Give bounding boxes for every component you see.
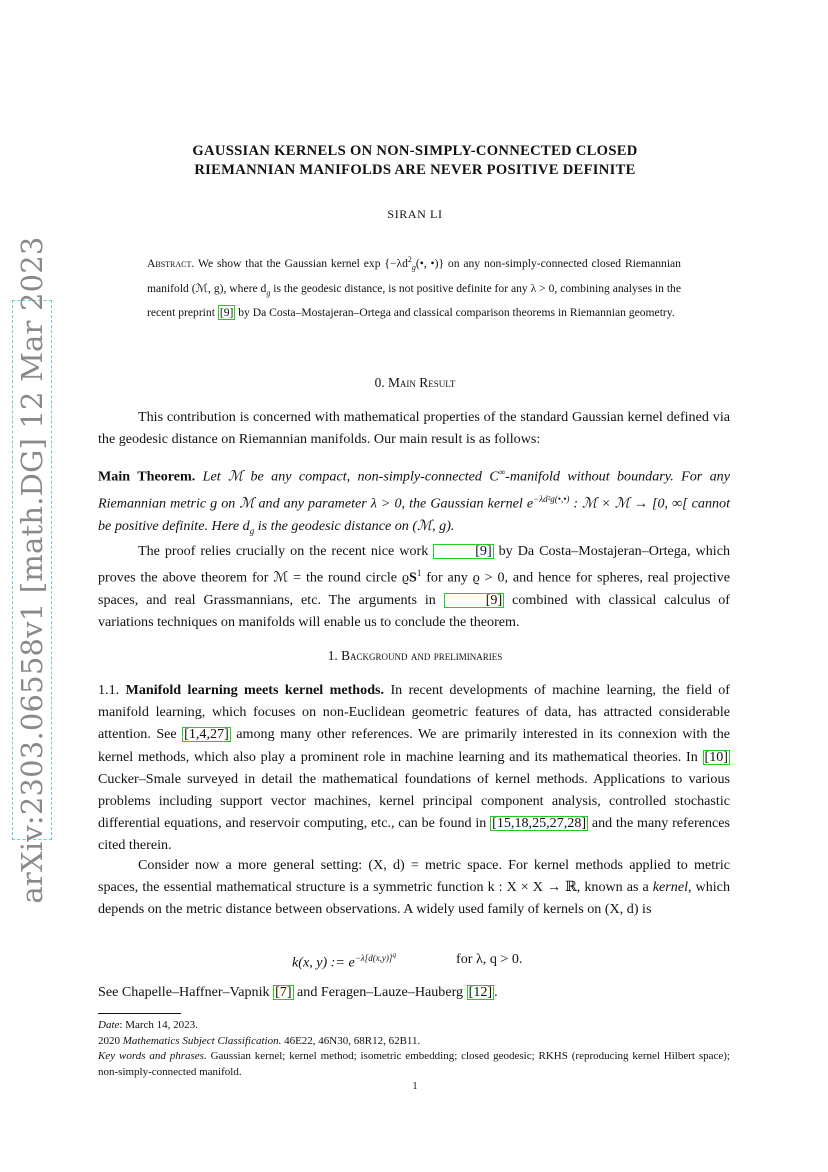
citation-link[interactable]: [9] (219, 306, 234, 320)
formula-exponent: −λ[d(x,y)] (354, 953, 393, 963)
sub11-text-2: among many other references. We are primarily interested in its connexion with the kernel methods, which also play a prominent role in machine learning and its mathematical theories. In (98, 726, 731, 765)
abstract: Abstract. We show that the Gaussian kernel $\exp \{-\lambda d^2_g(•$, •)} on any non-simply-connected closed Riemannian manifold (ℳ, g), where $d_g$ is the geodesic distance, is not positive definite for any λ > 0, combining analyses in the recent preprint [9] by Da Costa–Mostajeran–Ortega and classical comparison theorems in Riemannian geometry. (147, 255, 681, 320)
paper-title (100, 142, 730, 180)
sub11-text-3: Cucker–Smale surveyed in detail the mathematical foundations of kernel methods. Applications to various problems including support vector machines, kernel principal component analysis, controlled stochastic differential equations, and reservoir computing, etc., can be found in (98, 770, 730, 832)
footnote-date: Date: March 14, 2023. (98, 1019, 198, 1031)
title-line-2: RIEMANNIAN MANIFOLDS ARE NEVER POSITIVE DEFINITE (194, 162, 636, 178)
intro-paragraph: This contribution is concerned with mathematical properties of the standard Gaussian kernel defined via the geodesic distance on Riemannian manifolds. Our main result is as follows: (98, 409, 730, 448)
see-references-line (98, 981, 730, 1003)
abstract-text-1: We show that the Gaussian kernel exp {−λd (197, 256, 408, 270)
para2-text-1: The proof relies crucially on the recent nice work (138, 543, 434, 559)
metric-space-paragraph (98, 854, 730, 921)
formula-expression: k(x, y) := $e^{-\lambda[d(x,y)]^q}$ (292, 951, 396, 971)
arxiv-identifier-stamp[interactable] (12, 236, 52, 904)
citation-link[interactable]: [12] (468, 984, 493, 1000)
kernel-term: kernel (652, 879, 688, 896)
citation-link[interactable]: [10] (704, 748, 728, 765)
abstract-label: Abstract. (147, 256, 195, 270)
footnotes (98, 1018, 730, 1080)
para2-text-4: combined with classical calculus of variations techniques on manifolds will enable us to conclude the theorem. (98, 592, 730, 631)
title-line-1: GAUSSIAN KERNELS ON NON-SIMPLY-CONNECTED CLOSED (192, 143, 638, 159)
citation-link[interactable]: [9] (444, 593, 504, 608)
citation-link[interactable]: [7] (275, 984, 292, 1000)
sub11-text-1: In recent developments of machine learning, the field of manifold learning, which focuses on non-Euclidean geometric features of data, has attracted considerable attention. See (98, 682, 730, 743)
theorem-text-4: is the geodesic distance on (ℳ, g). (254, 517, 455, 534)
footnote-msc: 2020 Mathematics Subject Classification. 46E22, 46N30, 68R12, 62B11. (98, 1034, 421, 1047)
para3-text-2: , which depends on the metric distance between observations. A widely used family of kernels on (X, d) is (98, 879, 730, 918)
subsection-title: Manifold learning meets kernel methods. (125, 682, 385, 698)
theorem-exponent: −λd²g(•,•) (533, 493, 570, 504)
sub11-text-4: and the many references cited therein. (98, 815, 730, 854)
footnote-keywords: Key words and phrases. Gaussian kernel; kernel method; isometric embedding; closed geodesic; RKHS (reproducing kernel Hilbert space); non-simply-connected manifold. (98, 1050, 730, 1078)
citation-link[interactable]: [15,18,25,27,28] (492, 815, 587, 832)
para4-text-3: . (494, 984, 498, 1000)
citation-link[interactable]: [9] (433, 544, 493, 559)
para2-text-3: for any ϱ > 0, and hence for spheres, real projective spaces, and real Grassmannians, etc. The arguments in (98, 569, 730, 609)
main-theorem: Main Theorem. Let ℳ be any compact, non-simply-connected C∞-manifold without boundary. For any Riemannian metric g on ℳ and any parameter λ > 0, the Gaussian kernel $e^{-\lambda d^2g(•,•)}$ : ℳ × ℳ → [0, ∞[ cannot be positive definite. Here $d_g$ is the geodesic distance on (ℳ, g). (98, 467, 730, 536)
para4-text-1: See Chapelle–Haffner–Vapnik (98, 984, 274, 1000)
theorem-text-3: : ℳ × ℳ → [0, ∞[ cannot be positive definite. Here d (98, 495, 730, 534)
para3-text-1: Consider now a more general setting: (X, d) = metric space. For kernel methods applied to metric spaces, the essential mathematical structure is a symmetric function k : X × X → ℝ, known as a (98, 857, 730, 896)
formula-exp-power: q (392, 951, 396, 959)
subsection-number: 1.1. (98, 682, 120, 698)
abstract-text-3: is the geodesic distance, is not positive definite for any λ > 0, combining analyses in the recent preprint (147, 281, 681, 320)
formula-condition: for λ, q > 0. (456, 951, 523, 967)
footnote-rule (98, 1013, 181, 1014)
theorem-text-2: -manifold without boundary. For any Riemannian metric g on ℳ and any parameter λ > 0, the Gaussian kernel e (98, 468, 730, 512)
citation-link[interactable]: [1,4,27] (184, 726, 229, 743)
para2-text-2: by Da Costa–Mostajeran–Ortega, which proves the above theorem for ℳ = the round circle ϱ (98, 543, 730, 586)
page-number: 1 (412, 1081, 418, 1092)
para4-text-2: and Feragen–Lauze–Hauberg (293, 984, 467, 1000)
proof-overview-paragraph: The proof relies crucially on the recent nice work [9] by Da Costa–Mostajeran–Ortega, which proves the above theorem for ℳ = the round circle $ϱS^1$ for any ϱ > 0, and hence for spheres, real projective spaces, and real Grassmannians, etc. The arguments in [9] combined with classical calculus of variations techniques on manifolds will enable us to conclude the theorem. (98, 543, 730, 631)
theorem-label: Main Theorem. (98, 468, 196, 485)
abstract-text-4: by Da Costa–Mostajeran–Ortega and classical comparison theorems in Riemannian geometry. (235, 306, 675, 320)
subsection-manifold-learning (98, 679, 730, 857)
theorem-text-1: Let ℳ be any compact, non-simply-connected C (202, 468, 499, 485)
arxiv-identifier-text: arXiv:2303.06558v1 [math.DG] 12 Mar 2023 (15, 236, 49, 904)
section-heading-background: 1. Background and preliminaries (327, 648, 503, 663)
abstract-text-2: (•, •)} on any non-simply-connected closed Riemannian manifold (ℳ, g), where d (147, 256, 681, 295)
author-name: SIRAN LI (387, 207, 443, 221)
section-heading-main-result: 0. Main Result (374, 375, 456, 390)
